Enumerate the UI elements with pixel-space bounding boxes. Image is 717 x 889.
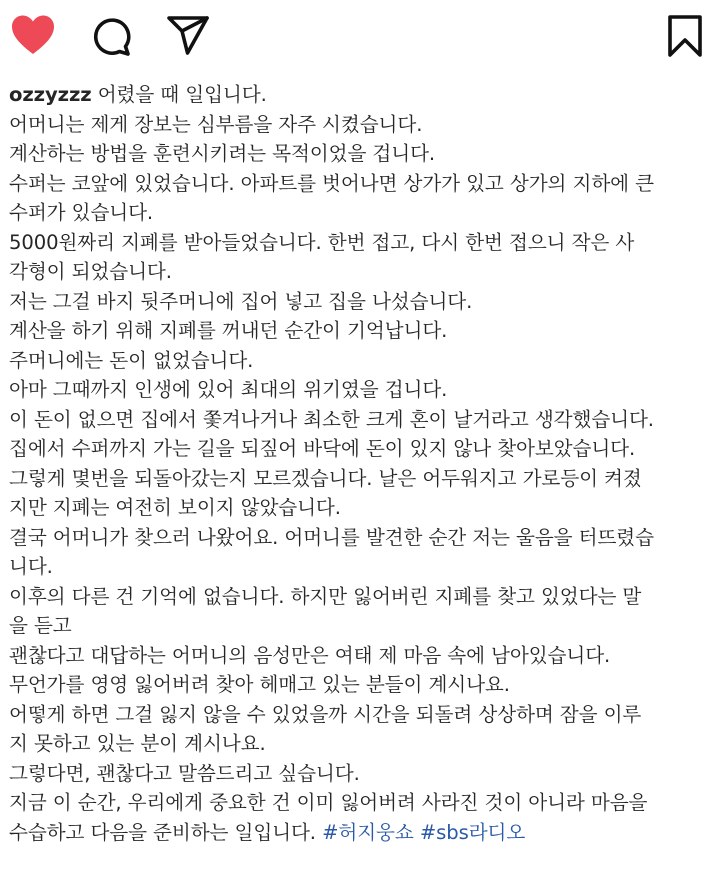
caption-line: 각형이 되었습니다. bbox=[9, 260, 172, 283]
comment-bubble-icon[interactable] bbox=[88, 13, 134, 59]
caption-line: 지 못하고 있는 분이 계시나요. bbox=[9, 732, 266, 755]
username-link[interactable]: ozzyzzz bbox=[9, 83, 92, 106]
caption-line bbox=[9, 80, 709, 110]
caption-line: 계산하는 방법을 훈련시키려는 목적이었을 겁니다. bbox=[9, 142, 436, 165]
caption-line: 이 돈이 없으면 집에서 쫓겨나거나 최소한 크게 혼이 날거라고 생각했습니다. bbox=[9, 407, 654, 431]
caption-line: 계산을 하기 위해 지폐를 꺼내던 순간이 기억납니다. bbox=[9, 319, 448, 342]
paper-plane-icon[interactable] bbox=[165, 13, 211, 59]
post-caption bbox=[9, 80, 709, 847]
caption-line: 이후의 다른 건 기억에 없습니다. 하지만 잃어버린 지폐를 찾고 있었다는 말 bbox=[9, 584, 642, 608]
caption-line: 지만 지폐는 여전히 보이지 않았습니다. bbox=[9, 496, 341, 519]
caption-line: 수퍼가 있습니다. bbox=[9, 201, 154, 224]
caption-line bbox=[9, 818, 709, 848]
caption-line: 아마 그때까지 인생에 있어 최대의 위기였을 겁니다. bbox=[9, 378, 448, 401]
caption-line: 그렇게 몇번을 되돌아갔는지 모르겠습니다. 날은 어두워지고 가로등이 켜졌 bbox=[9, 466, 642, 490]
caption-line: 그렇다면, 괜찮다고 말씀드리고 싶습니다. bbox=[9, 761, 360, 785]
caption-line: 5000원짜리 지폐를 받아들었습니다. 한번 접고, 다시 한번 접으니 작은 사 bbox=[9, 230, 635, 254]
heart-icon[interactable] bbox=[10, 14, 56, 56]
caption-line: 괜찮다고 대답하는 어머니의 음성만은 여태 제 마음 속에 남아있습니다. bbox=[9, 643, 611, 667]
caption-line: 무언가를 영영 잃어버려 찾아 헤매고 있는 분들이 계시나요. bbox=[9, 673, 510, 696]
caption-line: 니다. bbox=[9, 555, 53, 578]
caption-line: 지금 이 순간, 우리에게 중요한 건 이미 잃어버려 사라진 것이 아니라 마음을 bbox=[9, 791, 648, 814]
caption-line: 주머니에는 돈이 없었습니다. bbox=[9, 348, 254, 372]
caption-line: 저는 그걸 바지 뒷주머니에 집어 넣고 집을 나섰습니다. bbox=[9, 289, 473, 313]
caption-line: 어떻게 하면 그걸 잃지 않을 수 있었을까 시간을 되돌려 상상하며 잠을 이루 bbox=[9, 702, 642, 726]
hashtag-link[interactable]: #허지웅쇼 bbox=[322, 820, 414, 844]
caption-line: 수퍼는 코앞에 있었습니다. 아파트를 벗어나면 상가가 있고 상가의 지하에 큰 bbox=[9, 171, 654, 195]
caption-text: 수습하고 다음을 준비하는 일입니다. bbox=[9, 820, 316, 844]
caption-line: 을 듣고 bbox=[9, 614, 72, 637]
caption-line: 결국 어머니가 찾으러 나왔어요. 어머니를 발견한 순간 저는 울음을 터뜨렸습 bbox=[9, 525, 654, 549]
caption-text: 어렸을 때 일입니다. bbox=[91, 83, 267, 106]
hashtag-link[interactable]: #sbs라디오 bbox=[419, 820, 526, 844]
bookmark-icon[interactable] bbox=[662, 13, 708, 59]
caption-line: 어머니는 제게 장보는 심부름을 자주 시켰습니다. bbox=[9, 112, 423, 136]
caption-line: 집에서 수퍼까지 가는 길을 되짚어 바닥에 돈이 있지 않나 찾아보았습니다. bbox=[9, 437, 636, 460]
post-action-bar bbox=[0, 0, 717, 76]
